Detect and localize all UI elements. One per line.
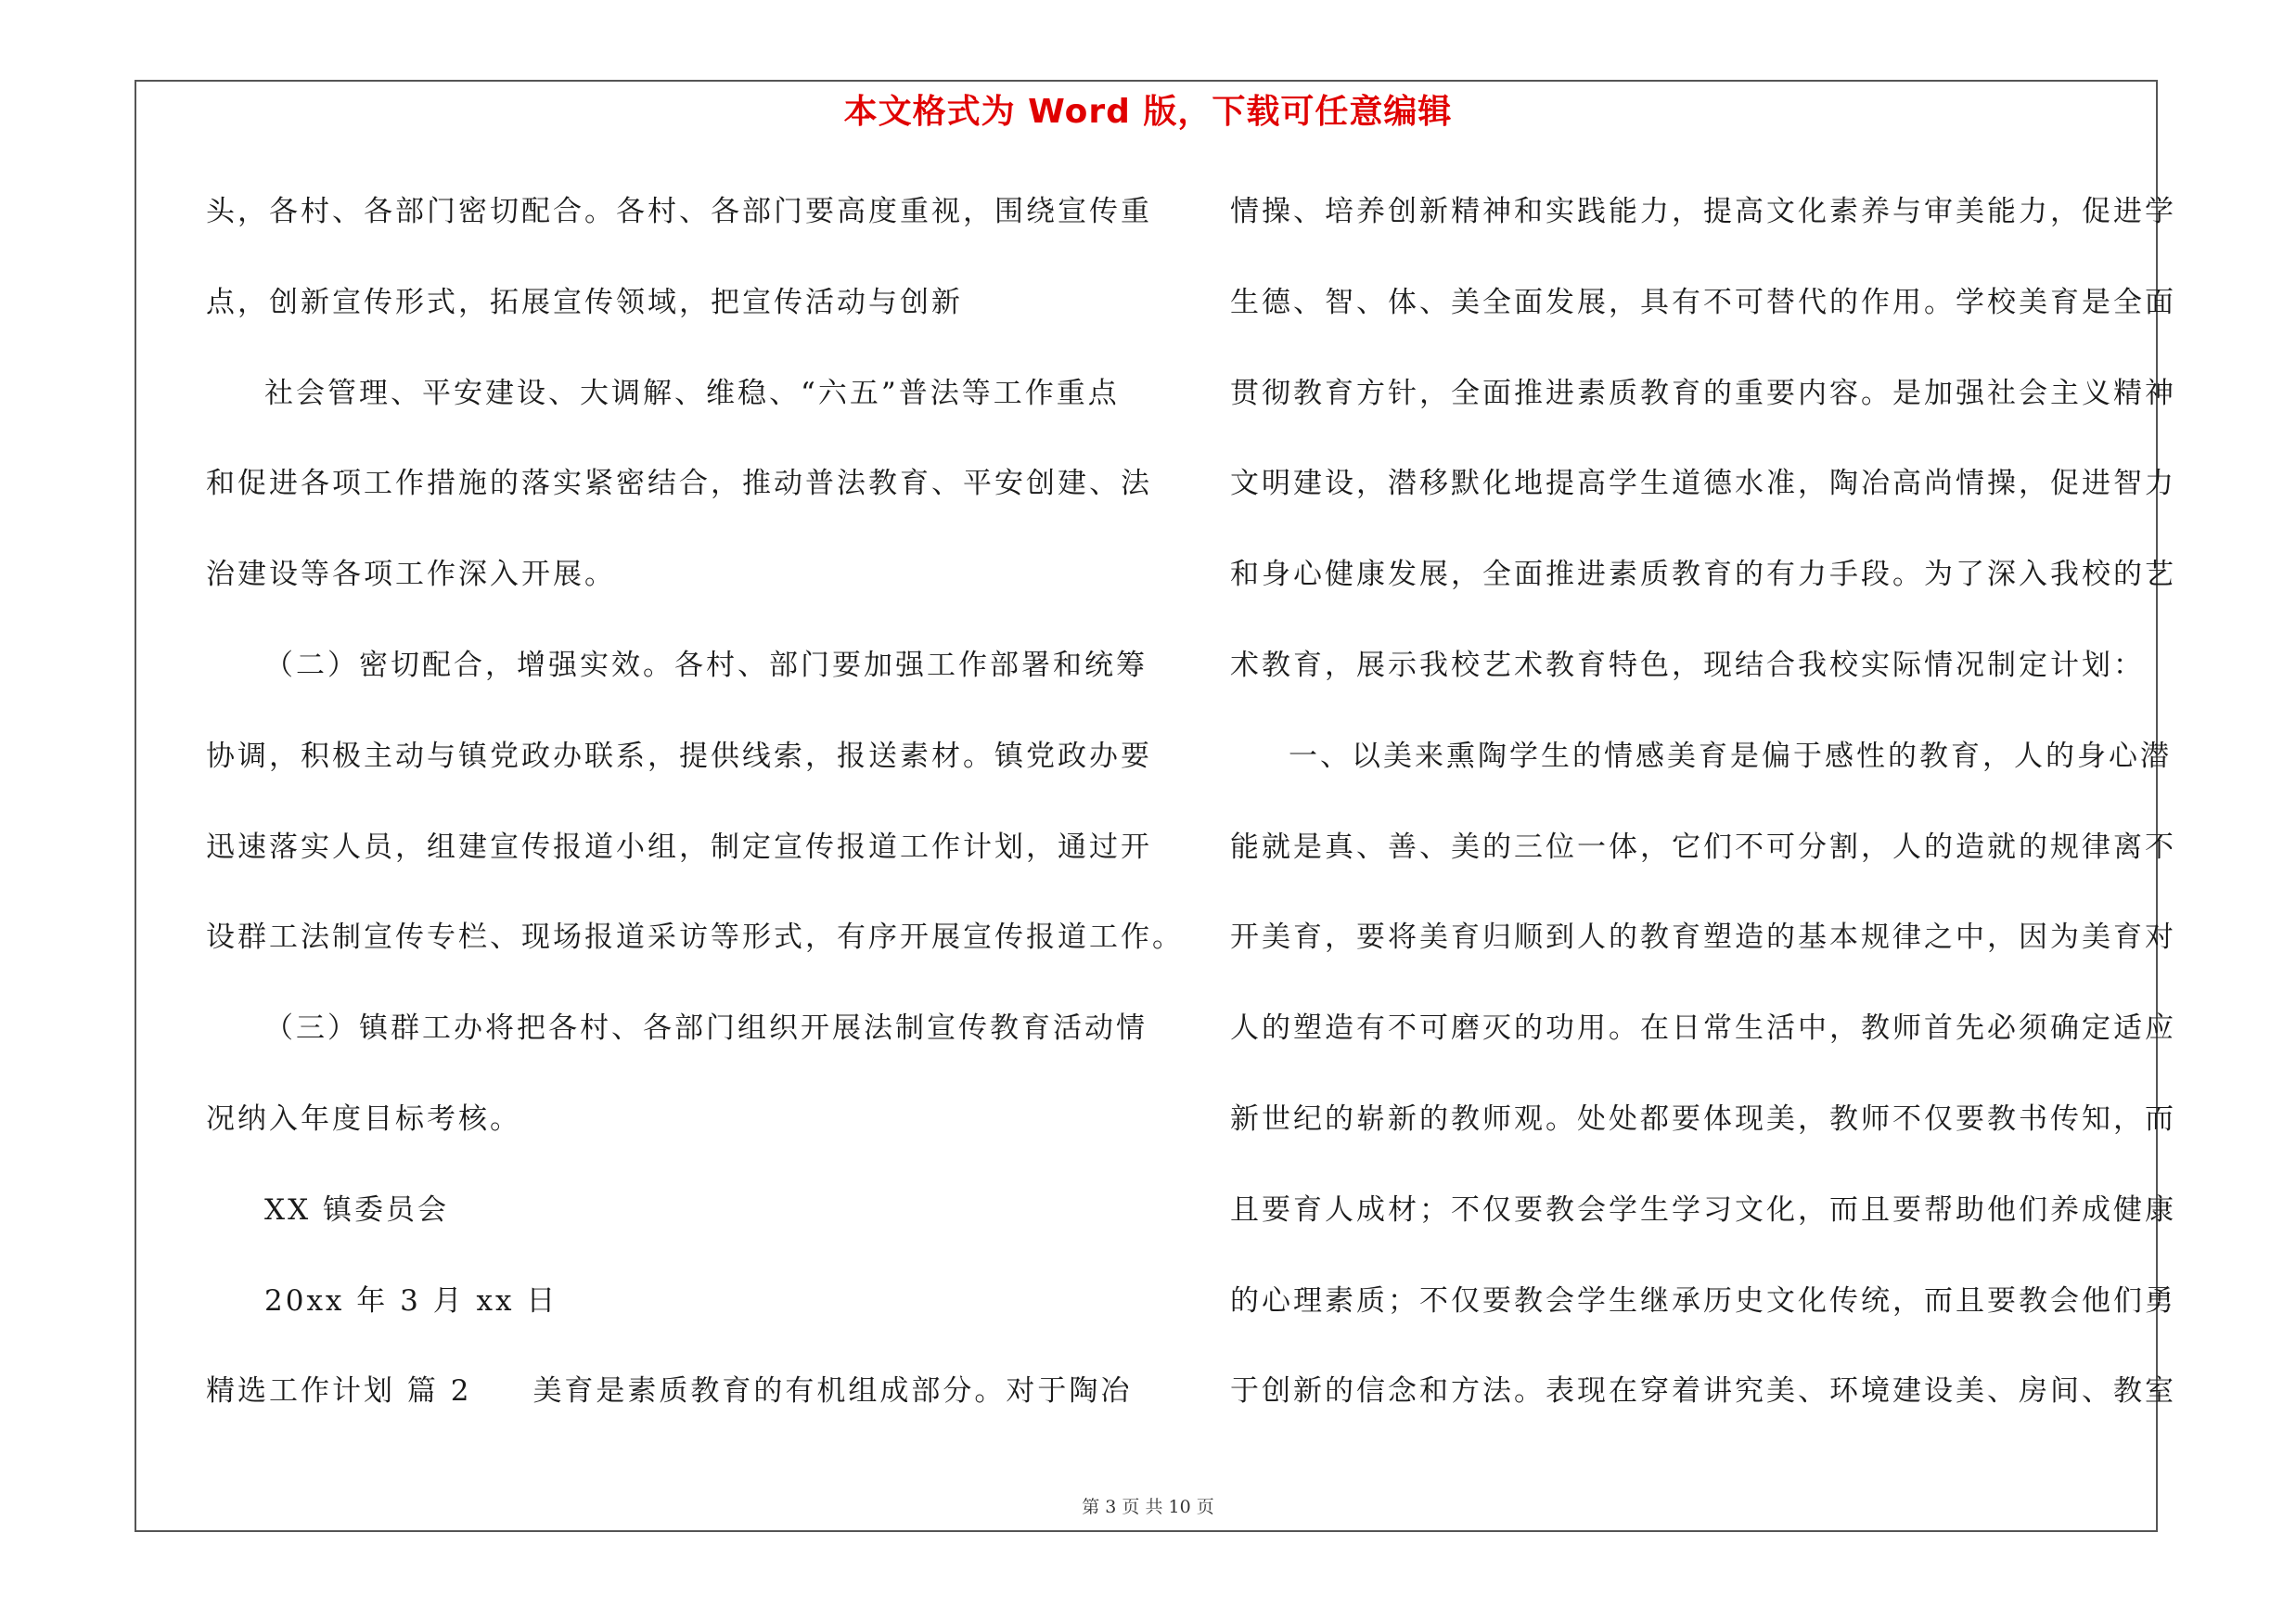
text-line: 且要育人成材；不仅要教会学生学习文化，而且要帮助他们养成健康 bbox=[1230, 1192, 2176, 1227]
text-line: 于创新的信念和方法。表现在穿着讲究美、环境建设美、房间、教室 bbox=[1230, 1374, 2176, 1409]
signature-date: 20xx 年 3 月 xx 日 bbox=[264, 1283, 558, 1318]
text-line: 协调，积极主动与镇党政办联系，提供线索，报送素材。镇党政办要 bbox=[206, 739, 1152, 773]
text-line: 和身心健康发展，全面推进素质教育的有力手段。为了深入我校的艺 bbox=[1230, 558, 2176, 592]
text-line: 的心理素质；不仅要教会学生继承历史文化传统，而且要教会他们勇 bbox=[1230, 1283, 2176, 1318]
section-intro: 美育是素质教育的有机组成部分。对于陶冶 bbox=[532, 1374, 1133, 1409]
word-format-banner: 本文格式为 Word 版，下载可任意编辑 bbox=[843, 93, 1453, 131]
text-line: 开美育，要将美育归顺到人的教育塑造的基本规律之中，因为美育对 bbox=[1230, 921, 2176, 955]
text-line: 新世纪的崭新的教师观。处处都要体现美，教师不仅要教书传知，而 bbox=[1230, 1101, 2176, 1136]
text-line: 人的塑造有不可磨灭的功用。在日常生活中，教师首先必须确定适应 bbox=[1230, 1011, 2176, 1046]
text-line: 能就是真、善、美的三位一体，它们不可分割，人的造就的规律离不 bbox=[1230, 830, 2176, 864]
section-heading-line bbox=[206, 1363, 1133, 1454]
text-line: 点，创新宣传形式，拓展宣传领域，把宣传活动与创新 bbox=[206, 285, 963, 319]
text-line: 一、以美来熏陶学生的情感美育是偏于感性的教育，人的身心潜 bbox=[1289, 739, 2172, 773]
text-line: （三）镇群工办将把各村、各部门组织开展法制宣传教育活动情 bbox=[264, 1011, 1148, 1046]
text-line: 治建设等各项工作深入开展。 bbox=[206, 558, 616, 592]
section-heading: 精选工作计划 篇 2 bbox=[206, 1374, 472, 1409]
text-line: 况纳入年度目标考核。 bbox=[206, 1101, 521, 1136]
text-line: 情操、培养创新精神和实践能力，提高文化素养与审美能力，促进学 bbox=[1230, 195, 2176, 228]
text-line: 贯彻教育方针，全面推进素质教育的重要内容。是加强社会主义精神 bbox=[1230, 376, 2176, 410]
text-line: 设群工法制宣传专栏、现场报道采访等形式，有序开展宣传报道工作。 bbox=[206, 921, 1184, 955]
signature-org: XX 镇委员会 bbox=[264, 1192, 449, 1227]
text-line: （二）密切配合，增强实效。各村、部门要加强工作部署和统筹 bbox=[264, 648, 1148, 682]
right-column bbox=[1230, 184, 2176, 1454]
page-number: 第 3 页 共 10 页 bbox=[1082, 1497, 1214, 1517]
text-line: 术教育，展示我校艺术教育特色，现结合我校实际情况制定计划： bbox=[1230, 648, 2145, 682]
text-line: 生德、智、体、美全面发展，具有不可替代的作用。学校美育是全面 bbox=[1230, 285, 2176, 319]
text-line: 头，各村、各部门密切配合。各村、各部门要高度重视，围绕宣传重 bbox=[206, 195, 1152, 228]
text-line: 社会管理、平安建设、大调解、维稳、“六五”普法等工作重点 bbox=[264, 376, 1120, 410]
text-line: 文明建设，潜移默化地提高学生道德水准，陶冶高尚情操，促进智力 bbox=[1230, 467, 2176, 501]
text-line: 迅速落实人员，组建宣传报道小组，制定宣传报道工作计划，通过开 bbox=[206, 830, 1152, 864]
text-line: 和促进各项工作措施的落实紧密结合，推动普法教育、平安创建、法 bbox=[206, 467, 1152, 501]
left-column bbox=[206, 184, 1184, 1454]
